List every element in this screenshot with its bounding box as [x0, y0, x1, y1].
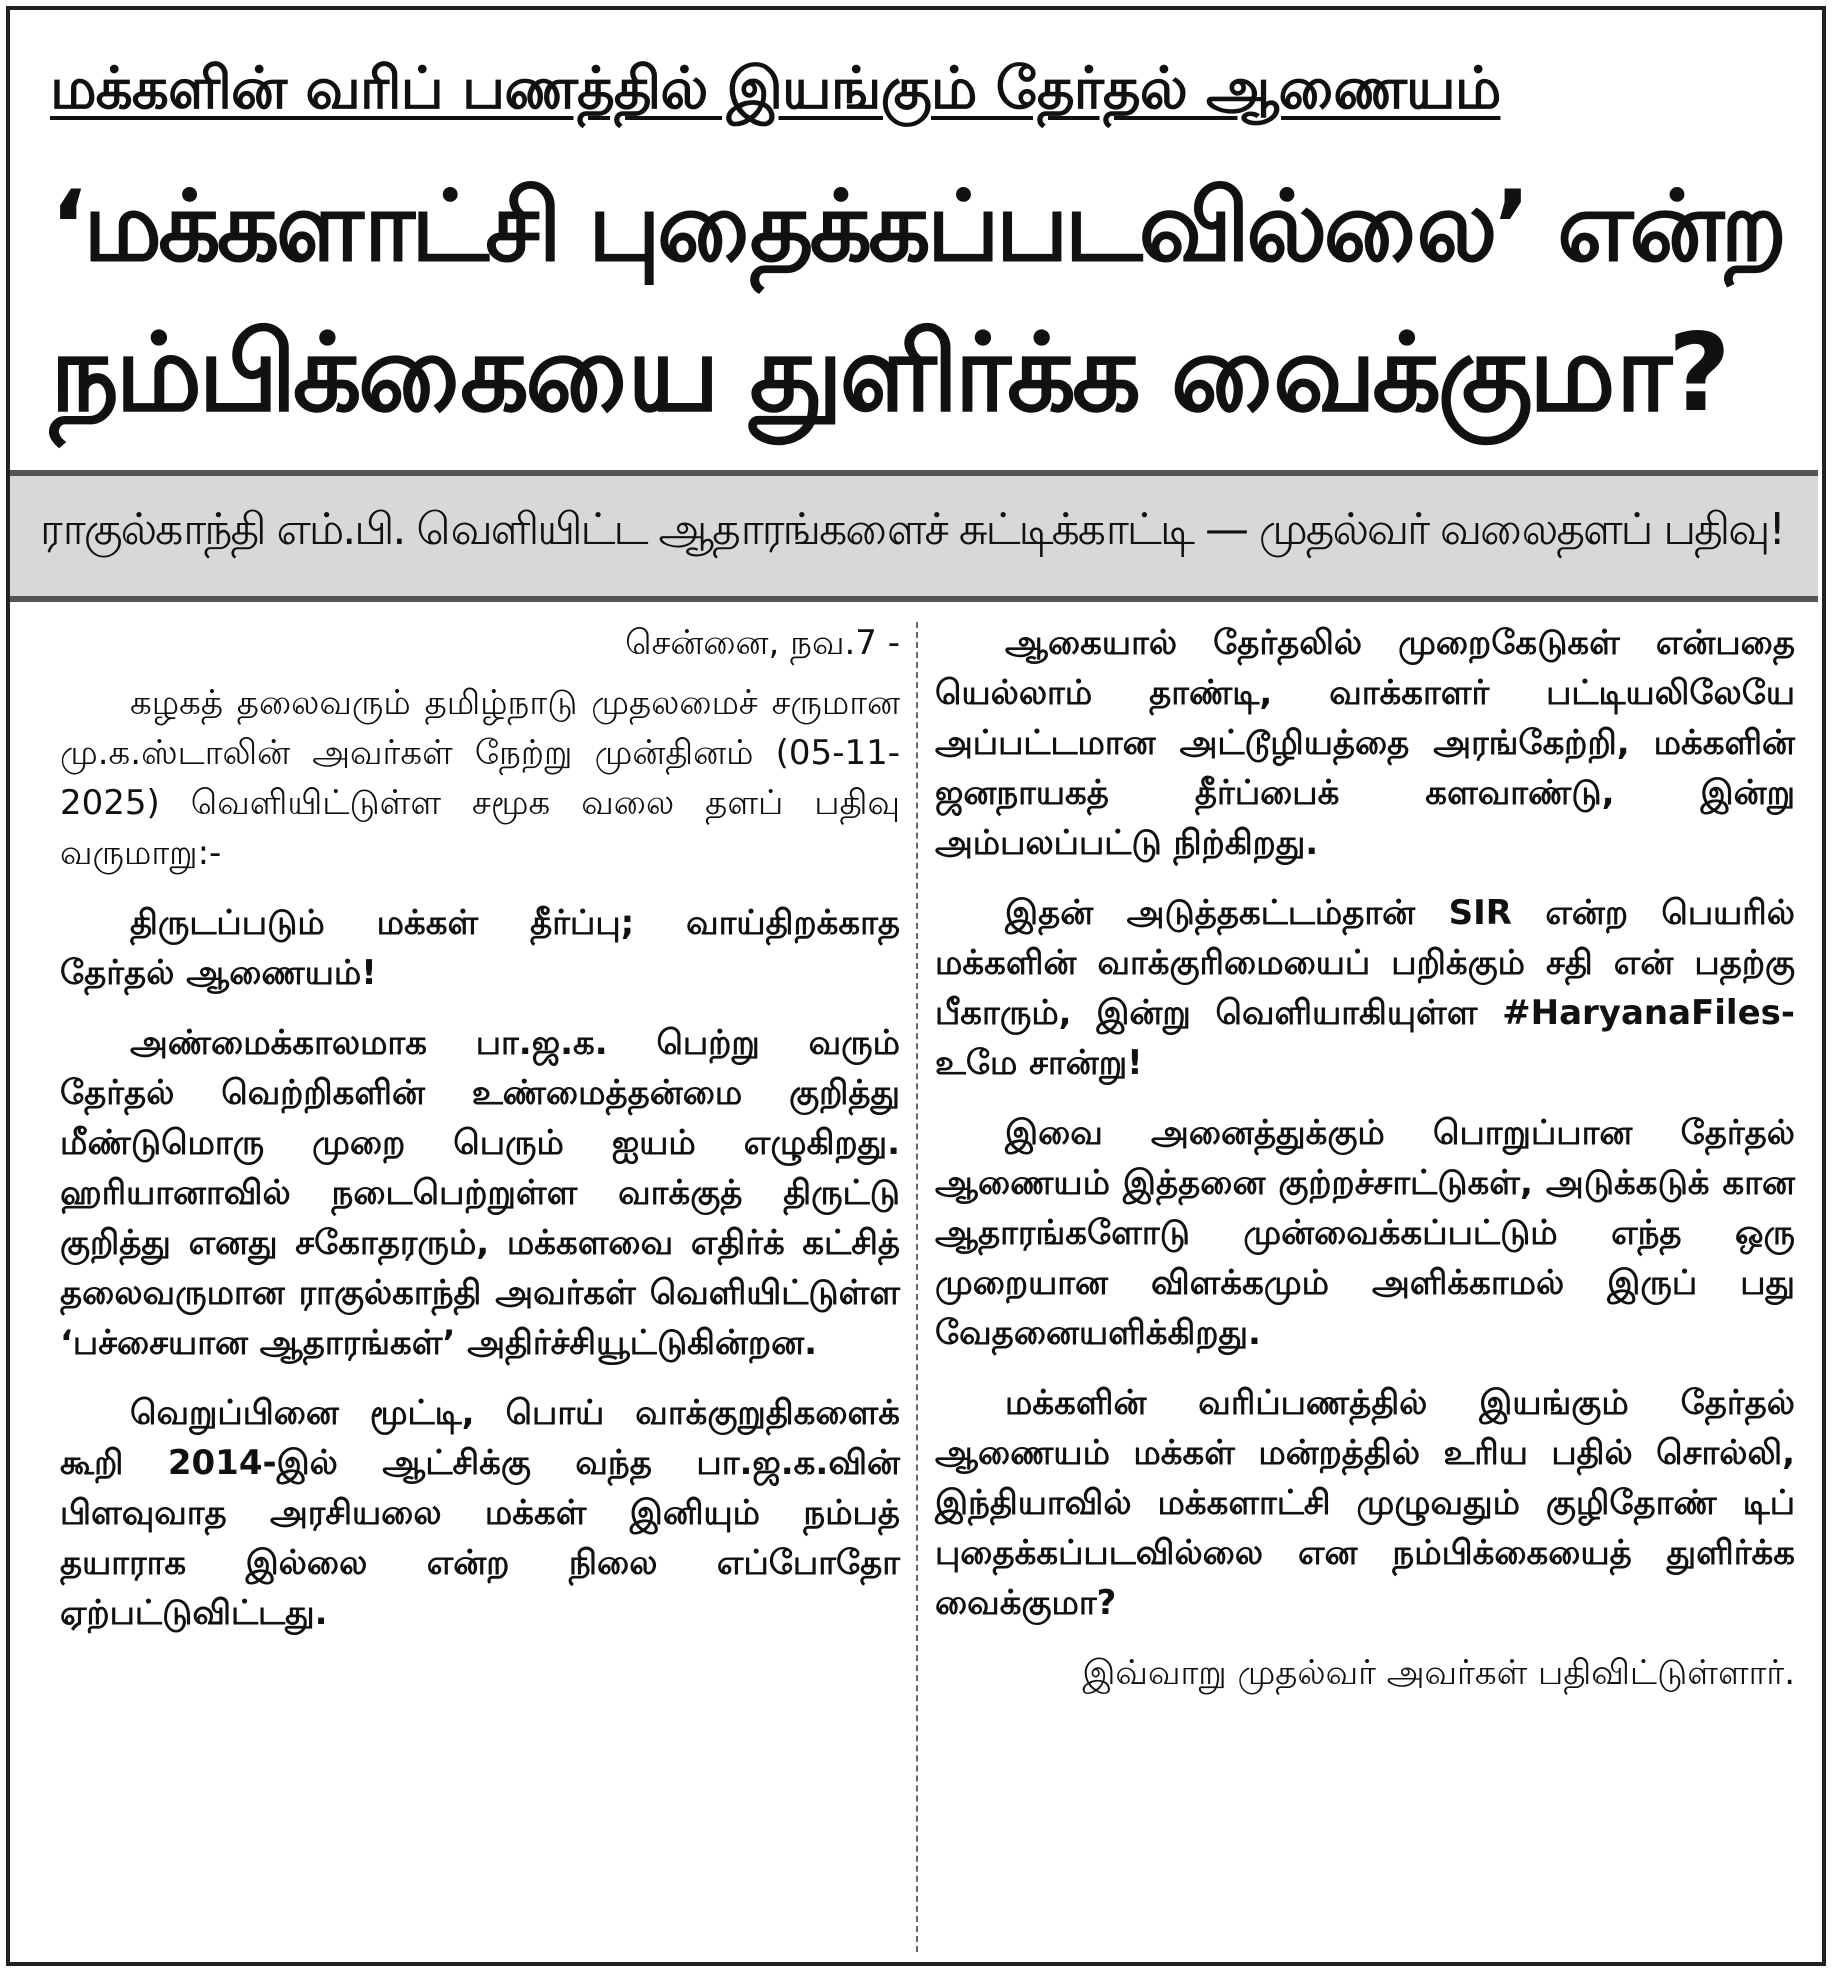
- headline-line-1: ‘மக்களாட்சி புதைக்கப்படவில்லை’ என்ற: [50, 170, 1784, 284]
- left-column: [60, 618, 900, 1658]
- closing-line: இவ்வாறு முதல்வர் அவர்கள் பதிவிட்டுள்ளார்.: [1082, 1653, 1795, 1693]
- headline-line-2: நம்பிக்கையை துளிர்க்க வைக்குமா?: [50, 311, 1727, 436]
- subheadline-band: [10, 470, 1818, 602]
- paragraph: கழகத் தலைவரும் தமிழ்நாடு முதலமைச் சருமான மு.க.ஸ்டாலின் அவர்கள் நேற்று முன்தினம் (05-11-2025) வெளியிட்டுள்ள சமூக வலை தளப் பதிவு வருமாறு:-: [60, 683, 900, 873]
- column-divider: [916, 622, 918, 1952]
- article-header: [10, 10, 1820, 465]
- paragraph: இவை அனைத்துக்கும் பொறுப்பான தேர்தல் ஆணையம் இத்தனை குற்றச்சாட்டுகள், அடுக்கடுக் கான ஆதாரங்களோடு முன்வைக்கப்பட்டும் எந்த ஒரு முறையான விளக்கமும் அளிக்காமல் இருப் பது வேதனையளிக்கிறது.: [935, 1113, 1795, 1353]
- subheadline: ராகுல்காந்தி எம்.பி. வெளியிட்ட ஆதாரங்களைச் சுட்டிக்காட்டி — முதல்வர் வலைதளப் பதிவு!: [40, 504, 1784, 555]
- paragraph: வெறுப்பினை மூட்டி, பொய் வாக்குறுதிகளைக் கூறி 2014-இல் ஆட்சிக்கு வந்த பா.ஜ.க.வின் பிளவுவாத அரசியலை மக்கள் இனியும் நம்பத் தயாராக இல்லை என்ற நிலை எப்போதோ ஏற்பட்டுவிட்டது.: [60, 1393, 900, 1633]
- right-column: [935, 618, 1795, 1718]
- dateline: சென்னை, நவ.7 -: [625, 623, 900, 663]
- kicker: மக்களின் வரிப் பணத்தில் இயங்கும் தேர்தல் ஆணையம்: [50, 54, 1501, 122]
- paragraph: திருடப்படும் மக்கள் தீர்ப்பு; வாய்திறக்காத தேர்தல் ஆணையம்!: [60, 903, 900, 993]
- paragraph: மக்களின் வரிப்பணத்தில் இயங்கும் தேர்தல் ஆணையம் மக்கள் மன்றத்தில் உரிய பதில் சொல்லி, இந்தியாவில் மக்களாட்சி முழுவதும் குழிதோண் டிப் புதைக்கப்படவில்லை என நம்பிக்கையைத் துளிர்க்க வைக்குமா?: [935, 1383, 1795, 1623]
- paragraph: அண்மைக்காலமாக பா.ஜ.க. பெற்று வரும் தேர்தல் வெற்றிகளின் உண்மைத்தன்மை குறித்து மீண்டுமொரு முறை பெரும் ஐயம் எழுகிறது. ஹரியானாவில் நடைபெற்றுள்ள வாக்குத் திருட்டு குறித்து எனது சகோதரரும், மக்களவை எதிர்க் கட்சித் தலைவருமான ராகுல்காந்தி அவர்கள் வெளியிட்டுள்ள ‘பச்சையான ஆதாரங்கள்’ அதிர்ச்சியூட்டுகின்றன.: [60, 1023, 900, 1363]
- paragraph: ஆகையால் தேர்தலில் முறைகேடுகள் என்பதை யெல்லாம் தாண்டி, வாக்காளர் பட்டியலிலேயே அப்பட்டமான அட்டூழியத்தை அரங்கேற்றி, மக்களின் ஜனநாயகத் தீர்ப்பைக் களவாண்டு, இன்று அம்பலப்பட்டு நிற்கிறது.: [935, 623, 1795, 863]
- paragraph: இதன் அடுத்தகட்டம்தான் SIR என்ற பெயரில் மக்களின் வாக்குரிமையைப் பறிக்கும் சதி என் பதற்கு பீகாரும், இன்று வெளியாகியுள்ள #HaryanaFiles-உமே சான்று!: [935, 893, 1795, 1083]
